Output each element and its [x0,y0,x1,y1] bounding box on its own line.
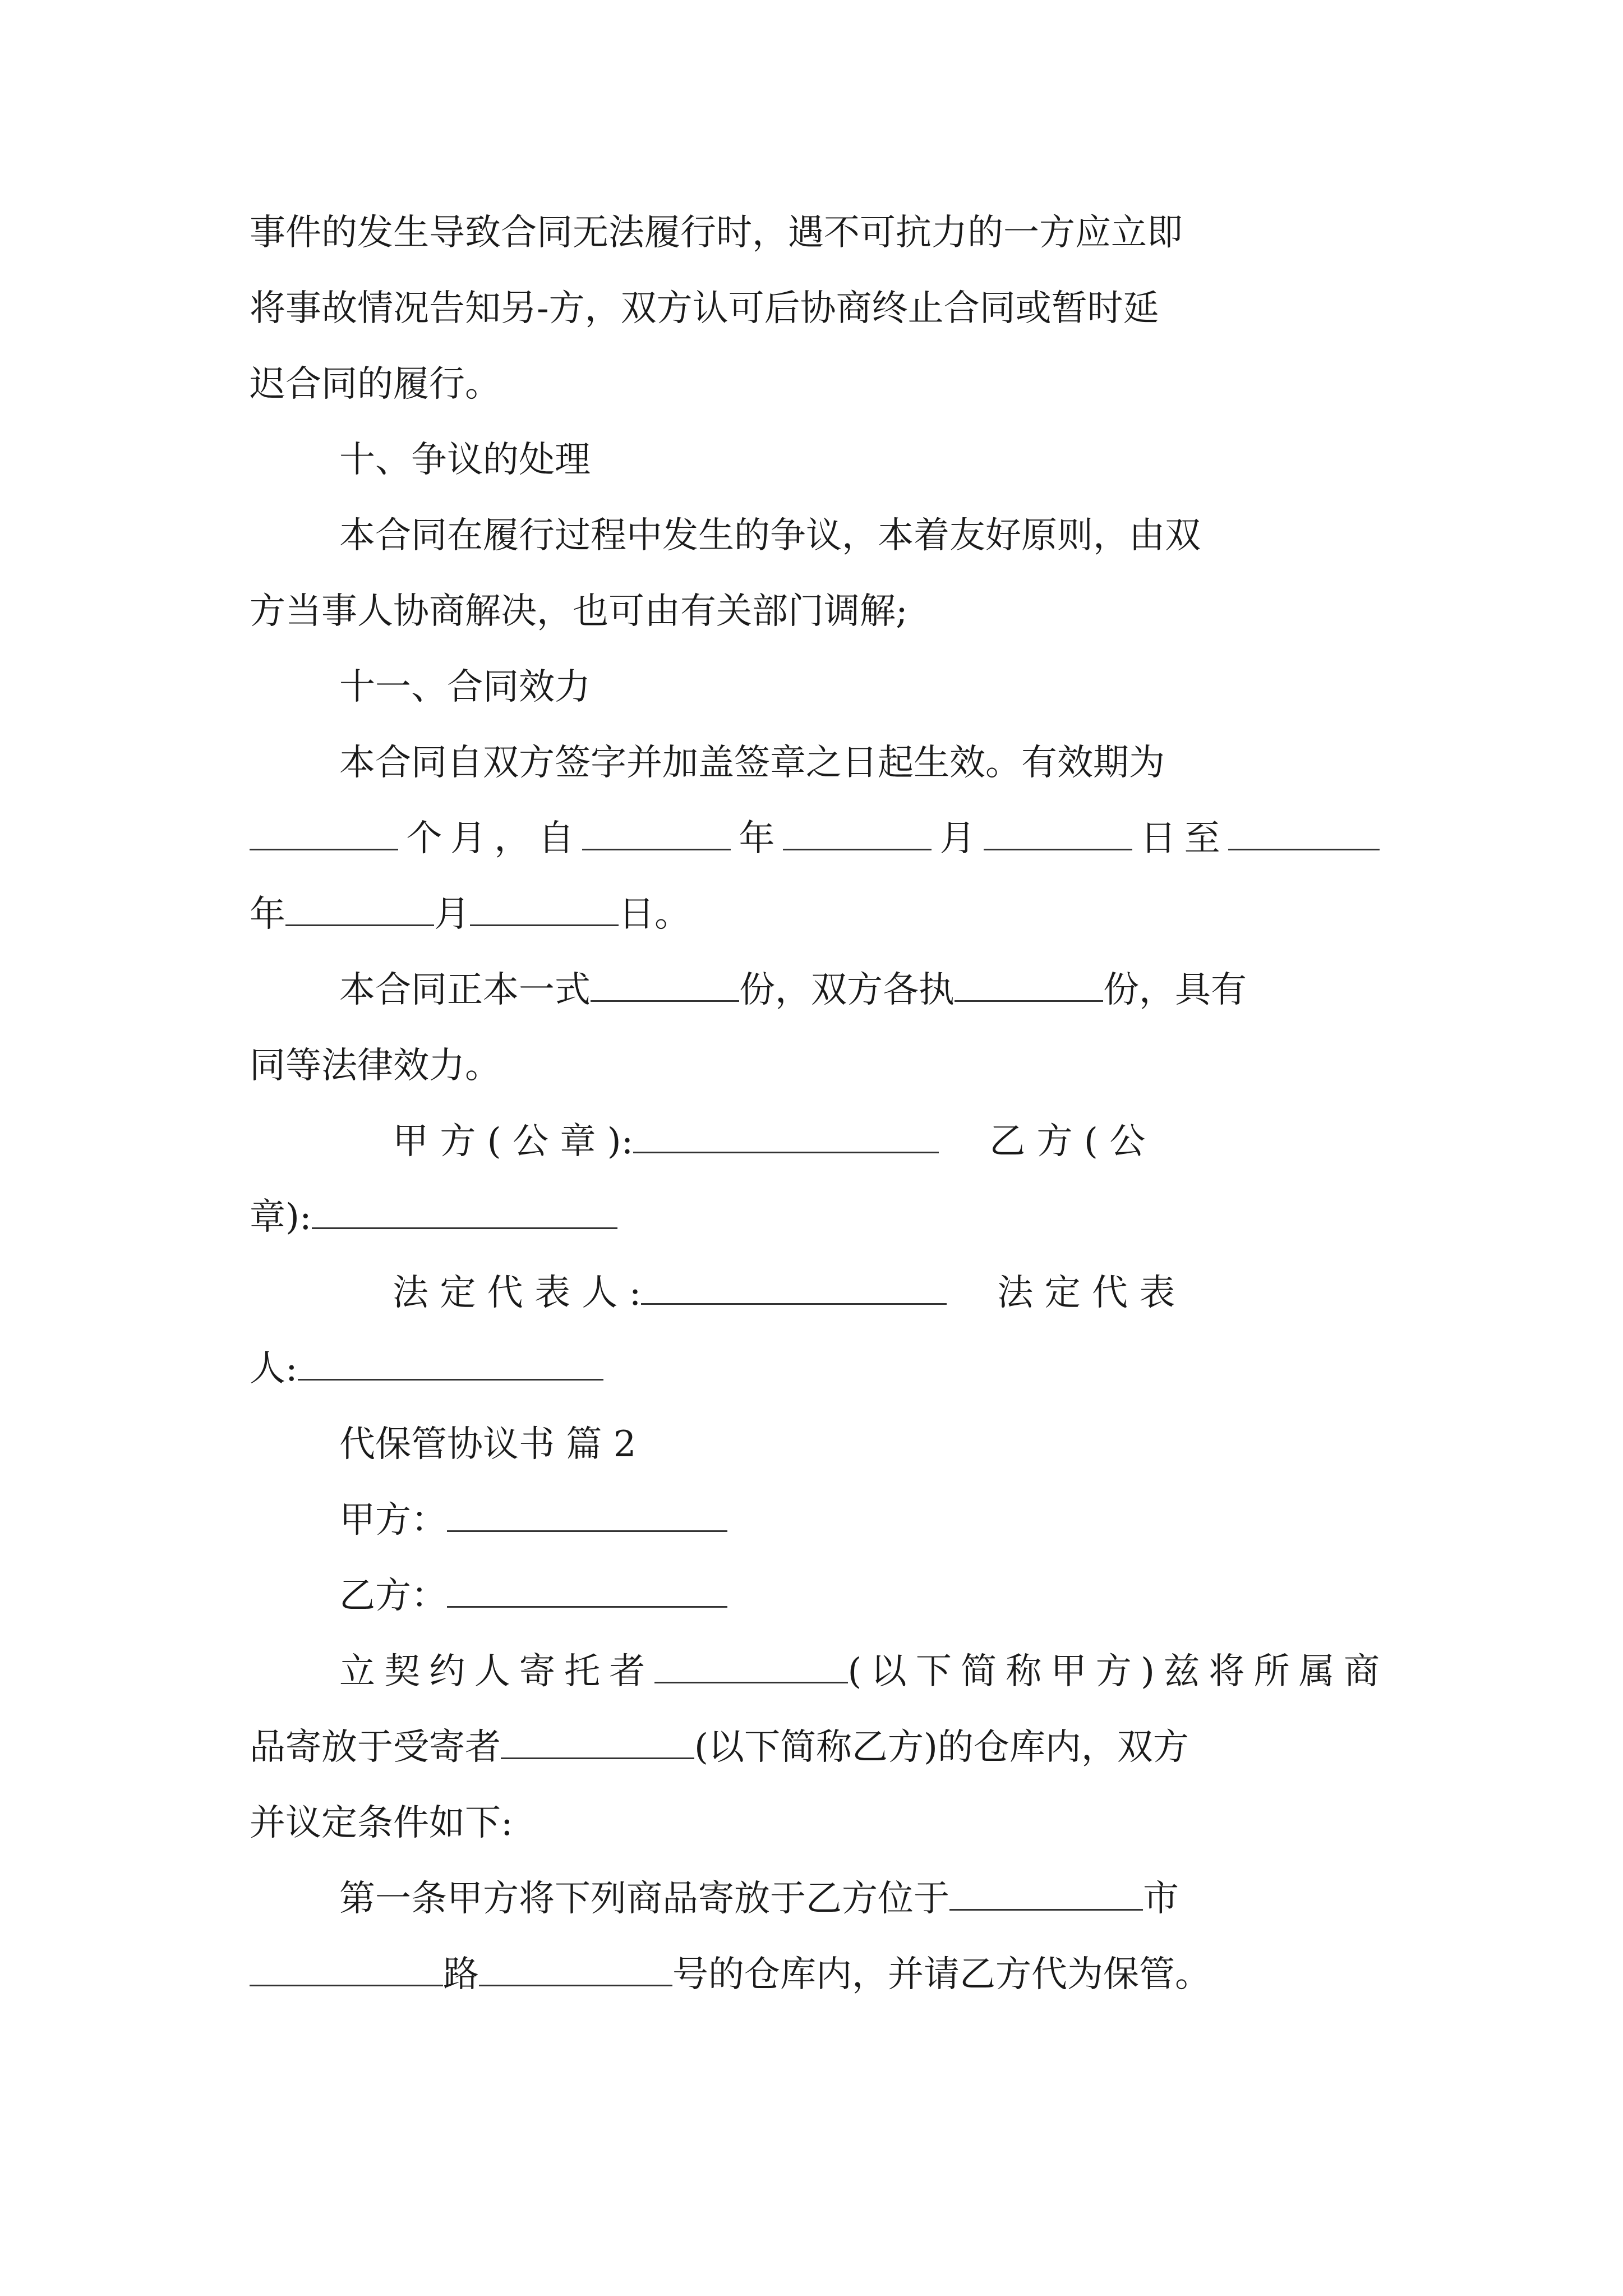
party-a-name-blank [447,1496,727,1532]
article-one-line: 第一条甲方将下列商品寄放于乙方位于 市 [339,1871,1380,1927]
paragraph-line: 本合同自双方签字并加盖签章之日起生效。有效期为 [339,742,1165,784]
city-blank [949,1874,1143,1911]
section-heading: 十、争议的处理 [339,439,591,481]
custodian-line: 品寄放于受寄者 (以下简称乙方)的仓库内，双方 [250,1719,1380,1775]
party-b-name-blank [447,1571,727,1608]
address-line: 路 号的仓库内，并请乙方代为保管。 [250,1947,1380,2003]
party-b-line: 乙方： [339,1568,1380,1624]
paragraph-line: 事件的发生导致合同无法履行时，遇不可抗力的一方应立即 [250,212,1183,254]
party-b-seal-line: 章): [250,1189,1380,1245]
depositor-blank [654,1647,848,1683]
legal-rep-b-line: 人: [250,1341,1380,1397]
paragraph-line: 并议定条件如下: [250,1802,513,1844]
legal-rep-a-blank [641,1268,947,1305]
paragraph-line: 方当事人协商解决，也可由有关部门调解; [250,591,908,632]
party-a-seal-line: 甲 方 ( 公 章 ): 乙 方 ( 公 [393,1114,1380,1170]
depositor-line: 立契约人寄托者 (以下简称甲方)兹将所属商 [339,1644,1380,1700]
end-date-line: 年 月 日。 [250,886,1380,942]
copies-total-blank [591,965,739,1002]
copies-each-blank [955,965,1103,1002]
legal-rep-b-blank [298,1344,603,1381]
party-b-seal-blank [312,1193,617,1229]
start-year-blank [582,814,731,850]
road-blank [250,1950,443,1986]
paragraph-line: 同等法律效力。 [250,1045,501,1087]
copies-line: 本合同正本一式 份，双方各执 份，具有 [339,962,1380,1018]
end-month-blank [285,890,434,926]
paragraph-line: 迟合同的履行。 [250,364,501,405]
start-month-blank [783,814,932,850]
custodian-blank [501,1723,694,1759]
party-a-line: 甲方： [339,1492,1380,1548]
validity-period-line: 个月，自 年 月 日至 [250,811,1380,867]
paragraph-line: 本合同在履行过程中发生的争议，本着友好原则，由双 [339,515,1201,556]
section-heading: 十一、合同效力 [339,666,591,708]
months-blank [250,814,398,850]
agreement-title: 代保管协议书 篇 2 [339,1424,637,1465]
party-a-seal-blank [633,1117,939,1153]
legal-rep-a-line: 法 定 代 表 人 : 法 定 代 表 [393,1265,1380,1321]
paragraph-line: 将事故情况告知另-方，双方认可后协商终止合同或暂时延 [250,288,1159,329]
end-year-blank [1228,814,1380,850]
end-day-blank [470,890,619,926]
number-blank [479,1950,672,1986]
start-day-blank [984,814,1132,850]
